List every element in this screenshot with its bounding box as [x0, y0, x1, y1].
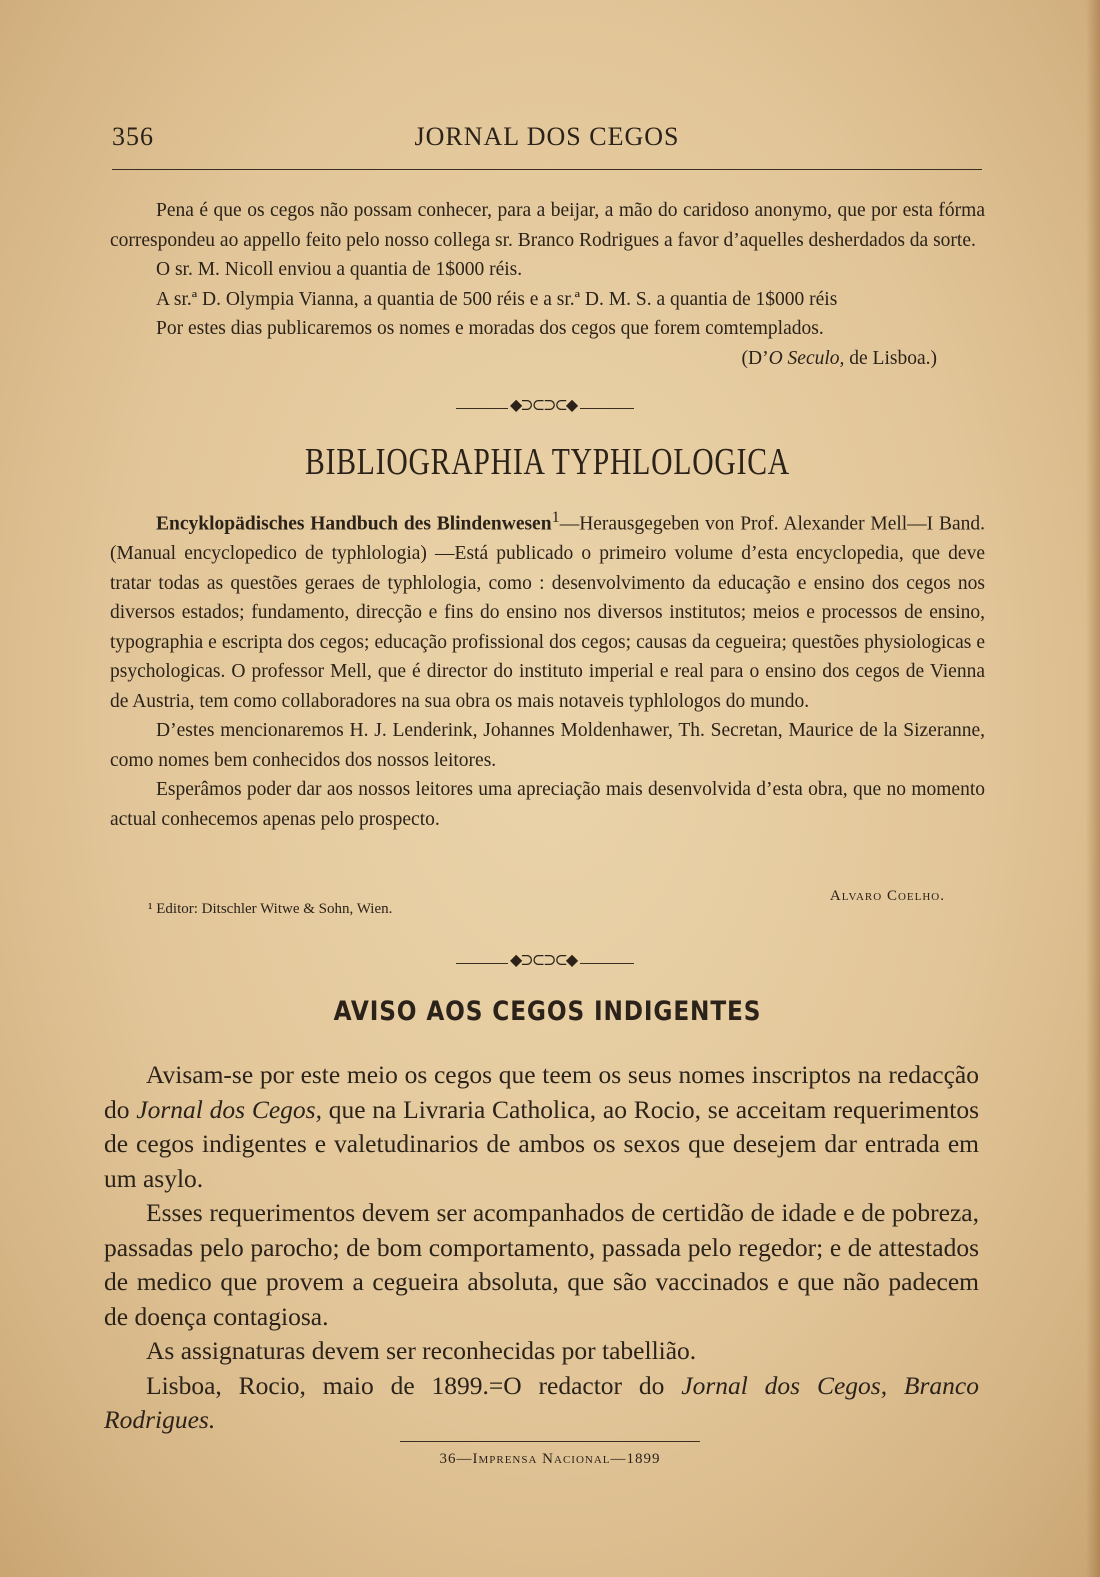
intro-section	[110, 196, 985, 373]
aviso-section	[104, 1058, 979, 1438]
ornament-divider-2	[456, 952, 636, 971]
source-newspaper: O Seculo,	[768, 347, 845, 369]
aviso-paragraph-2: Esses requerimentos devem ser acompanhados de certidão de idade e de pobreza, passadas pelo parocho; de bom comportamento, passada pelo regedor; e de attestados de medico que provem a cegueira absoluta, que são vaccinados e que não padecem de doença contagiosa.	[104, 1198, 979, 1331]
intro-paragraph-1: Pena é que os cegos não possam conhecer, para a beijar, a mão do caridoso anonymo, que por esta fórma correspondeu ao appello feito pelo nosso collega sr. Branco Rodrigues a favor d’aquelles desherdados da sorte.	[110, 200, 985, 251]
imprint-line: 36—Imprensa Nacional—1899	[439, 1451, 661, 1467]
ornament-divider	[456, 397, 636, 416]
closing-signature-italic: Jornal dos Cegos, Branco Rodrigues.	[104, 1370, 979, 1434]
intro-source	[110, 344, 985, 374]
ornament-glyph-2: ◆⊃⊂⊃⊂◆	[510, 952, 577, 969]
bibliography-paragraph-1-body: —Herausgegeben von Prof. Alexander Mell—I Band. (Manual encyclopedico de typhlologia) —Está publicado o primeiro volume d’esta encyclopedia, que deve tratar todas as questões geraes de typhlologia, como : desenvolvimento da educação e ensino dos cegos nos diversos estados; fundamento, direcção e fins do ensino nos diversos institutos; meios e processos de ensino, typographia e escripta dos cegos; educação profissional dos cegos; causas da cegueira; questões physiologicas e psychologicas. O professor Mell, que é director do instituto imperial e real para o ensino dos cegos de Vienna de Austria, tem como collaboradores na sua obra os mais notaveis typhlologos do mundo.	[110, 513, 986, 712]
journal-title: JORNAL DOS CEGOS	[414, 122, 680, 151]
imprint-rule	[400, 1441, 700, 1442]
page-edge-shadow	[1086, 0, 1100, 1577]
bibliography-title: BIBLIOGRAPHIA TYPHLOLOGICA	[305, 441, 790, 483]
ornament-glyph: ◆⊃⊂⊃⊂◆	[510, 397, 577, 414]
bibliography-paragraph-3: Esperâmos poder dar aos nossos leitores uma apreciação mais desenvolvida d’esta obra, que no momento actual conhecemos apenas pelo prospecto.	[110, 779, 985, 830]
header-rule	[112, 169, 982, 170]
aviso-paragraph-1: Avisam-se por este meio os cegos que teem os seus nomes inscriptos na redacção do Jornal dos Cegos, que na Livraria Catholica, ao Rocio, se acceitam requerimentos de cegos indigentes e valetudinarios de ambos os sexos que desejem dar entrada em um asylo.	[104, 1060, 980, 1193]
bibliography-paragraph-2: D’estes mencionaremos H. J. Lenderink, Johannes Moldenhawer, Th. Secretan, Maurice de la Sizeranne, como nomes bem conhecidos dos nossos leitores.	[110, 720, 985, 771]
bibliography-paragraph-1	[110, 503, 985, 716]
author-signature: Alvaro Coelho.	[829, 888, 945, 904]
aviso-paragraph-3: As assignaturas devem ser reconhecidas por tabellião.	[146, 1336, 697, 1365]
intro-paragraph-4: Por estes dias publicaremos os nomes e moradas dos cegos que forem comtemplados.	[156, 318, 824, 339]
intro-paragraph-2: O sr. M. Nicoll enviou a quantia de 1$000 réis.	[156, 259, 523, 280]
aviso-paragraph-4: Lisboa, Rocio, maio de 1899.=O redactor do Jornal dos Cegos, Branco Rodrigues.	[104, 1370, 979, 1434]
source-suffix: de Lisboa.)	[844, 347, 937, 369]
aviso-title: AVISO AOS CEGOS INDIGENTES	[333, 996, 762, 1027]
source-prefix: (D’	[741, 347, 769, 369]
book-title: Encyklopädisches Handbuch des Blindenwesen	[156, 513, 552, 535]
journal-name-italic: Jornal dos Cegos,	[136, 1094, 322, 1124]
footnote-mark: 1	[551, 508, 560, 526]
running-head	[112, 122, 982, 162]
footnote: ¹ Editor: Ditschler Witwe & Sohn, Wien.	[148, 901, 393, 917]
page-number: 356	[112, 122, 154, 151]
intro-paragraph-3: A sr.ª D. Olympia Vianna, a quantia de 500 réis e a sr.ª D. M. S. a quantia de 1$000 réis	[156, 288, 838, 310]
bibliography-section	[110, 503, 985, 834]
